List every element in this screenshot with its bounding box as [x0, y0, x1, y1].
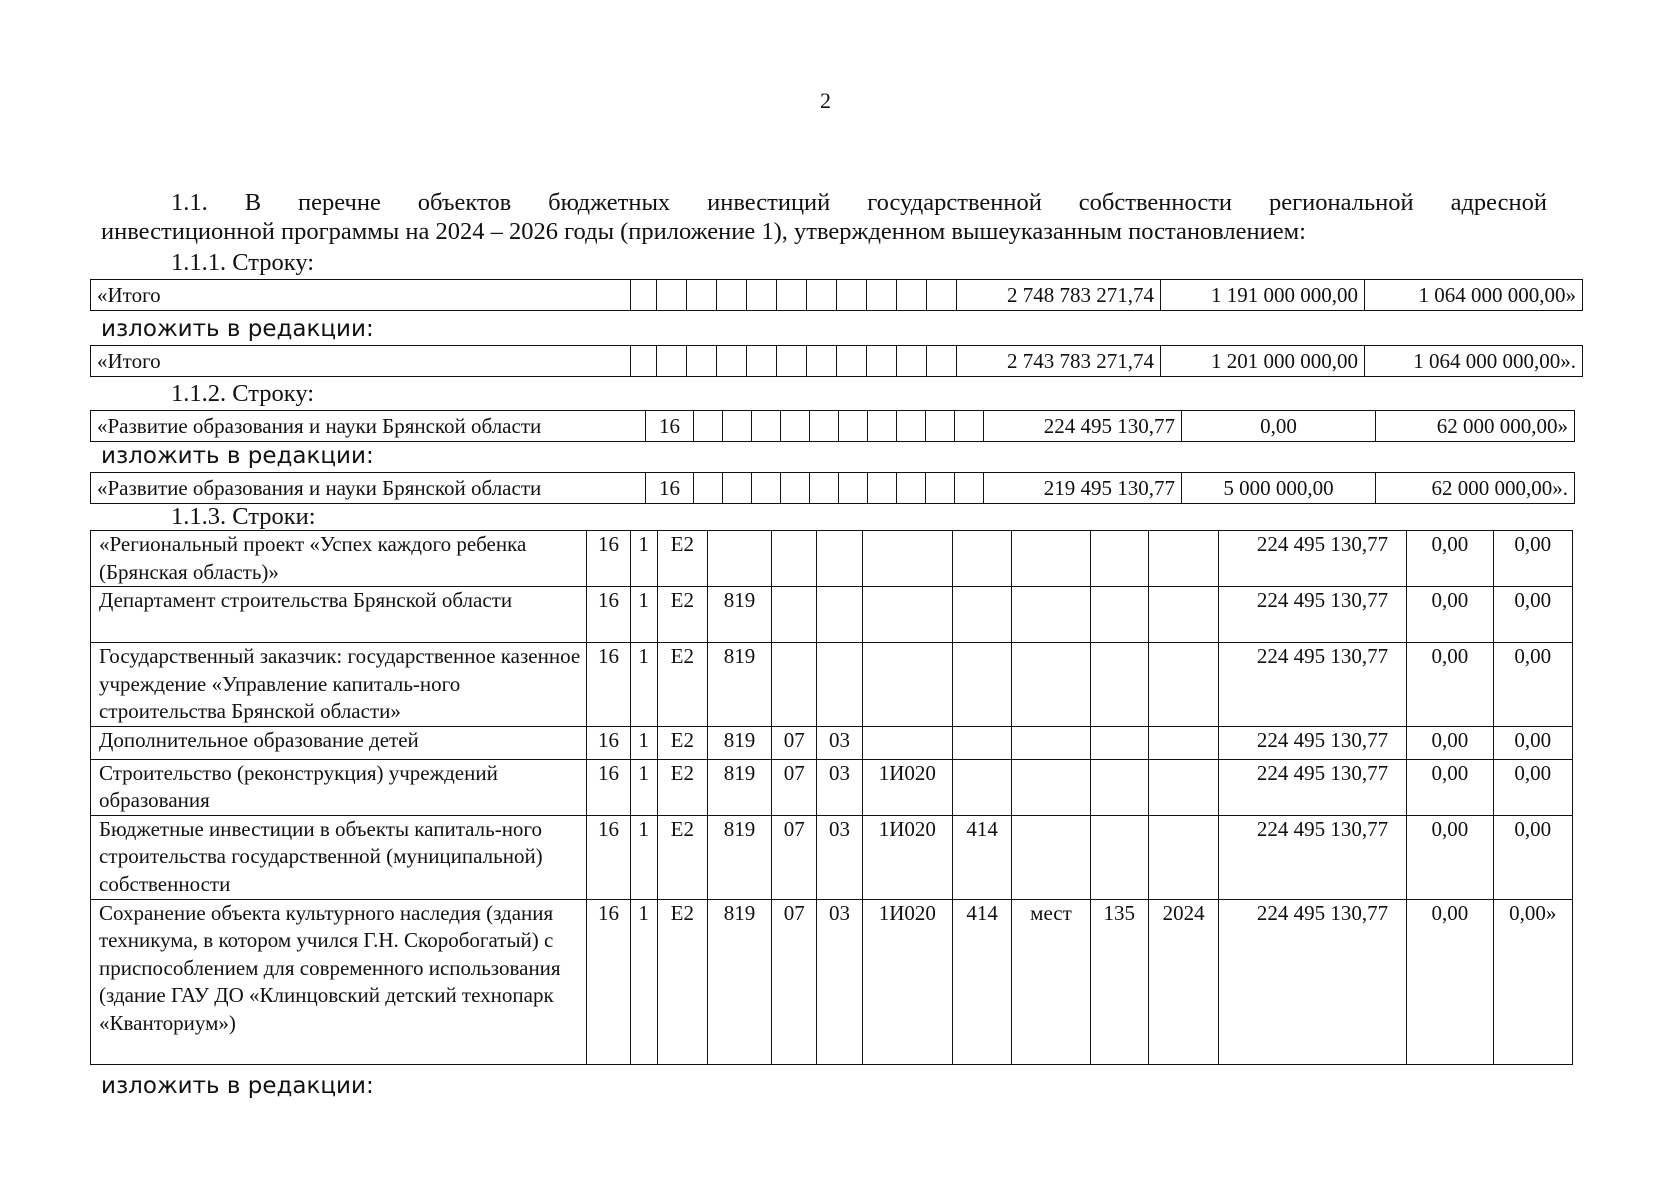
code-cell: Е2 [657, 643, 707, 727]
intro-line-2: инвестиционной программы на 2024 – 2026 годы (приложение 1), утвержденном вышеуказанным постановлением: [101, 218, 1306, 245]
code-cell: Е2 [657, 815, 707, 899]
table-development-old [90, 410, 1575, 442]
intro-line-1 [101, 188, 1547, 218]
table-row [91, 280, 1583, 311]
section-heading-1-1-1: 1.1.1. Строку: [171, 249, 315, 276]
table-row [91, 473, 1575, 504]
code-cell [1148, 643, 1218, 727]
value-2025: 0,00 [1182, 411, 1376, 442]
code-cell [772, 587, 817, 643]
value-2024: 224 495 130,77 [1219, 587, 1407, 643]
table-row [91, 899, 1573, 1064]
code-cell [953, 726, 1012, 759]
code-cell: 819 [707, 726, 771, 759]
value-2024: 224 495 130,77 [1219, 899, 1407, 1064]
code-cell [862, 643, 952, 727]
code-cell: 819 [707, 759, 771, 815]
code-cell: Е2 [657, 531, 707, 587]
code-cell [817, 587, 862, 643]
table-itogo-old [90, 279, 1583, 311]
code-cell [707, 531, 771, 587]
code-cell: 1 [630, 726, 657, 759]
code-cell: 414 [953, 815, 1012, 899]
row-name: Сохранение объекта культурного наследия (здания техникума, в котором учился Г.Н. Скоробогатый) с приспособлением для современного использования (здание ГАУ ДО «Клинцовский детский технопарк «Кванториум») [91, 899, 587, 1064]
code-cell: Е2 [657, 759, 707, 815]
code-cell: 135 [1090, 899, 1148, 1064]
code-cell [1148, 815, 1218, 899]
code-cell [862, 726, 952, 759]
code-cell [1012, 815, 1090, 899]
section-heading-1-1-2: 1.1.2. Строку: [171, 380, 315, 407]
code-cell: 03 [817, 759, 862, 815]
row-name: Строительство (реконструкция) учреждений образования [91, 759, 587, 815]
code-cell [1148, 587, 1218, 643]
code-cell: 1И020 [862, 759, 952, 815]
value-2025: 0,00 [1407, 759, 1493, 815]
value-2025: 0,00 [1407, 726, 1493, 759]
value-2024: 224 495 130,77 [1219, 643, 1407, 727]
value-2024: 2 743 783 271,74 [957, 346, 1161, 377]
value-2024: 224 495 130,77 [1219, 726, 1407, 759]
value-2026: 1 064 000 000,00» [1365, 280, 1583, 311]
intro-text-1: 1.1. В перечне объектов бюджетных инвестиций государственной собственности региональной адресной [171, 189, 1547, 216]
code-cell: 819 [707, 643, 771, 727]
code-cell [953, 643, 1012, 727]
replace-label: изложить в редакции: [101, 316, 374, 342]
code-cell [1090, 726, 1148, 759]
table-project-rows [90, 530, 1573, 1065]
code-cell: 16 [587, 587, 630, 643]
table-row [91, 531, 1573, 587]
row-name: Дополнительное образование детей [91, 726, 587, 759]
code-cell: мест [1012, 899, 1090, 1064]
code-cell [953, 587, 1012, 643]
value-2024: 2 748 783 271,74 [957, 280, 1161, 311]
code-cell: 819 [707, 587, 771, 643]
code-cell: 1И020 [862, 899, 952, 1064]
value-2026: 0,00» [1493, 899, 1572, 1064]
code-cell [1012, 531, 1090, 587]
value-2026: 0,00 [1493, 643, 1572, 727]
table-row [91, 643, 1573, 727]
code-cell [862, 587, 952, 643]
value-2026: 0,00 [1493, 759, 1572, 815]
code-cell: 16 [587, 531, 630, 587]
code: 16 [646, 473, 694, 504]
code-cell: 1 [630, 531, 657, 587]
value-2026: 0,00 [1493, 815, 1572, 899]
code-cell: 819 [707, 815, 771, 899]
code-cell [1090, 815, 1148, 899]
value-2024: 219 495 130,77 [984, 473, 1182, 504]
code-cell [1090, 587, 1148, 643]
code-cell [1012, 759, 1090, 815]
code-cell: Е2 [657, 726, 707, 759]
value-2026: 0,00 [1493, 587, 1572, 643]
code-cell: 1 [630, 587, 657, 643]
code-cell: 07 [772, 815, 817, 899]
value-2025: 1 201 000 000,00 [1161, 346, 1365, 377]
value-2025: 1 191 000 000,00 [1161, 280, 1365, 311]
code-cell: 16 [587, 726, 630, 759]
row-name: «Итого [91, 280, 631, 311]
code-cell: 03 [817, 815, 862, 899]
code-cell [772, 643, 817, 727]
table-row [91, 726, 1573, 759]
table-row [91, 411, 1575, 442]
code-cell: 819 [707, 899, 771, 1064]
value-2026: 1 064 000 000,00». [1365, 346, 1583, 377]
code-cell [1012, 726, 1090, 759]
row-name: «Развитие образования и науки Брянской области [91, 411, 646, 442]
code-cell: 1 [630, 815, 657, 899]
table-row [91, 815, 1573, 899]
code-cell [1148, 759, 1218, 815]
row-name: Департамент строительства Брянской области [91, 587, 587, 643]
code-cell [1012, 643, 1090, 727]
code-cell: 16 [587, 815, 630, 899]
code-cell [953, 531, 1012, 587]
code-cell: 1 [630, 643, 657, 727]
table-row [91, 346, 1583, 377]
value-2026: 0,00 [1493, 726, 1572, 759]
value-2025: 0,00 [1407, 643, 1493, 727]
code-cell: 414 [953, 899, 1012, 1064]
code-cell: 16 [587, 899, 630, 1064]
code-cell [1148, 726, 1218, 759]
code-cell: 07 [772, 726, 817, 759]
table-row [91, 587, 1573, 643]
code-cell: 07 [772, 899, 817, 1064]
code-cell [772, 531, 817, 587]
row-name: Государственный заказчик: государственное казенное учреждение «Управление капиталь-ного строительства Брянской области» [91, 643, 587, 727]
table-row [91, 759, 1573, 815]
replace-label: изложить в редакции: [101, 443, 374, 469]
code: 16 [646, 411, 694, 442]
value-2025: 5 000 000,00 [1182, 473, 1376, 504]
code-cell: 03 [817, 899, 862, 1064]
section-heading-1-1-3: 1.1.3. Строки: [171, 503, 316, 530]
code-cell: 1 [630, 759, 657, 815]
value-2025: 0,00 [1407, 815, 1493, 899]
code-cell: Е2 [657, 587, 707, 643]
code-cell [1148, 531, 1218, 587]
value-2026: 0,00 [1493, 531, 1572, 587]
code-cell [1090, 759, 1148, 815]
value-2025: 0,00 [1407, 899, 1493, 1064]
code-cell [1090, 531, 1148, 587]
row-name: Бюджетные инвестиции в объекты капиталь-ного строительства государственной (муниципальной) собственности [91, 815, 587, 899]
code-cell: 07 [772, 759, 817, 815]
code-cell [862, 531, 952, 587]
code-cell [953, 759, 1012, 815]
row-name: «Развитие образования и науки Брянской области [91, 473, 646, 504]
value-2024: 224 495 130,77 [984, 411, 1182, 442]
code-cell [1090, 643, 1148, 727]
code-cell: 1И020 [862, 815, 952, 899]
value-2025: 0,00 [1407, 587, 1493, 643]
value-2025: 0,00 [1407, 531, 1493, 587]
replace-label: изложить в редакции: [101, 1073, 374, 1099]
code-cell: Е2 [657, 899, 707, 1064]
code-cell: 16 [587, 759, 630, 815]
table-itogo-new [90, 345, 1583, 377]
code-cell [1012, 587, 1090, 643]
page-number: 2 [820, 88, 831, 113]
value-2024: 224 495 130,77 [1219, 531, 1407, 587]
code-cell: 2024 [1148, 899, 1218, 1064]
row-name: «Итого [91, 346, 631, 377]
table-development-new [90, 472, 1575, 504]
value-2024: 224 495 130,77 [1219, 759, 1407, 815]
code-cell [817, 531, 862, 587]
code-cell: 16 [587, 643, 630, 727]
code-cell: 1 [630, 899, 657, 1064]
value-2026: 62 000 000,00» [1376, 411, 1575, 442]
code-cell [817, 643, 862, 727]
code-cell: 03 [817, 726, 862, 759]
value-2024: 224 495 130,77 [1219, 815, 1407, 899]
row-name: «Региональный проект «Успех каждого ребенка (Брянская область)» [91, 531, 587, 587]
value-2026: 62 000 000,00». [1376, 473, 1575, 504]
